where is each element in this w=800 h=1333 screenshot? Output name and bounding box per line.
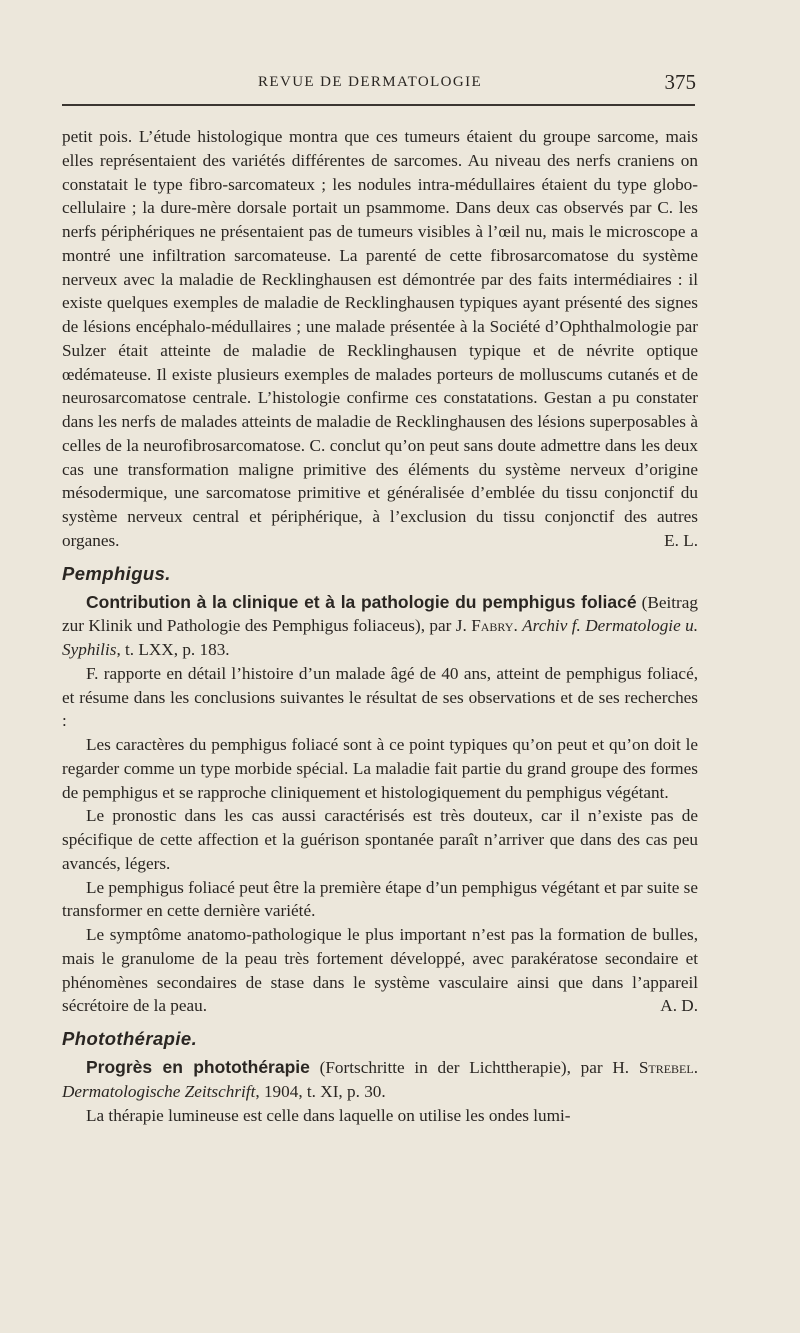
citation-author: Fabry <box>471 616 514 636</box>
article-heading <box>62 591 698 662</box>
body-paragraph: La thérapie lumineuse est celle dans laquelle on utilise les ondes lumi- <box>86 1105 571 1125</box>
citation-text: . <box>513 616 523 636</box>
citation-text: . <box>693 1058 698 1077</box>
page-number: 375 <box>664 70 696 94</box>
body-paragraph: Les caractères du pemphigus foliacé sont à ce point typiques qu’on peut et qu’on doit le regarder comme un type morbide spécial. La maladie fait partie du grand groupe des formes de pemphigus et se rapproche cliniquement et histologiquement du pemphigus végétant. <box>62 735 698 802</box>
body-paragraph: Le pronostic dans les cas aussi caractérisés est très douteux, car il n’existe pas de spécifique de cette affection et la guérison spontanée paraît n’arriver que dans des cas peu avancés, légers. <box>62 806 698 873</box>
body-paragraph: F. rapporte en détail l’histoire d’un malade âgé de 40 ans, atteint de pemphigus foliacé, et résume dans les conclusions suivantes le résultat de ses observations et de ses recherches : <box>62 663 698 731</box>
citation-author: Strebel <box>638 1058 694 1077</box>
header-rule <box>62 104 695 106</box>
section-heading-pemphigus: Pemphigus. <box>62 562 171 584</box>
running-title: REVUE DE DERMATOLOGIE <box>258 74 483 90</box>
body-paragraph-last <box>62 923 698 1018</box>
article-title: Progrès en photothérapie <box>86 1057 310 1077</box>
body-paragraph: Le pemphigus foliacé peut être la première étape d’un pemphigus végétant et par suite se transformer en cette dernière variété. <box>62 877 698 921</box>
citation-journal: Dermatologische Zeitschrift <box>62 1081 256 1101</box>
article-title: Contribution à la clinique et à la pathologie du pemphigus foliacé <box>86 591 637 612</box>
journal-page <box>62 0 698 1333</box>
body-paragraph-text: Le symptôme anatomo-pathologique le plus important n’est pas la formation de bulles, mais le granulome de la peau très fortement développé, avec parakératose secondaire et phénomènes secondaires de stase dans le système vasculaire ainsi que dans l’appareil sécrétoire de la peau. <box>62 925 698 1016</box>
article-signature: E. L. <box>664 530 698 550</box>
article-signature: A. D. <box>660 996 698 1016</box>
citation-text: , 1904, t. XI, p. 30. <box>255 1081 386 1101</box>
section-heading-phototherapie: Photothérapie. <box>62 1028 198 1049</box>
article-continued-text: petit pois. L’étude histologique montra que ces tumeurs étaient du groupe sarcome, mais elles représentaient des variétés différentes de sarcomes. Au niveau des nerfs craniens on constatait le type fibro-sarcomateux ; les nodules intra-médullaires étaient du type globo-cellulaire ; la dure-mère dorsale portait un psammome. Dans deux cas observés par C. les nerfs périphériques ne présentaient pas de tumeurs visibles à l’œil nu, mais le microscope a montré une infiltration sarcomateuse. La parenté de cette fibrosarcomatose du système nerveux avec la maladie de Recklinghausen est démontrée par des faits intermédiaires : il existe quelques exemples de maladie de Recklinghausen typiques ayant présenté des signes de lésions encéphalo-médullaires ; une malade présentée à la Société d’Ophthalmologie par Sulzer était atteinte de maladie de Recklinghausen typique et de névrite optique œdémateuse. Il existe plusieurs exemples de malades porteurs de molluscums cutanés et de neurosarcomatose centrale. L’histologie confirme ces constatations. Gestan a pu constater dans les nerfs de malades atteints de maladie de Recklinghausen des lésions superposables à celles de la neurofibrosarcomatose. C. conclut qu’on peut sans doute admettre dans les deux cas une transformation maligne primitive des éléments du système nerveux d’origine mésodermique, une sarcomatose primitive et généralisée d’emblée du tissu conjonctif du système nerveux central et périphérique, à l’exclusion du tissu conjonctif des autres organes. <box>62 127 698 550</box>
citation-text: (Fortschritte in der Lichttherapie), par H. <box>309 1058 639 1077</box>
article-continued-paragraph <box>62 125 698 553</box>
running-head <box>62 72 698 96</box>
citation-text: (Beitrag zur Klinik und Pathologie des Pemphigus foliaceus), par J. <box>62 592 698 636</box>
page-body <box>62 125 698 1127</box>
article-heading <box>62 1056 698 1104</box>
citation-text: , t. LXX, p. 183. <box>116 640 230 659</box>
citation-journal: Archiv f. Dermatologie u. Syphilis <box>62 616 699 659</box>
